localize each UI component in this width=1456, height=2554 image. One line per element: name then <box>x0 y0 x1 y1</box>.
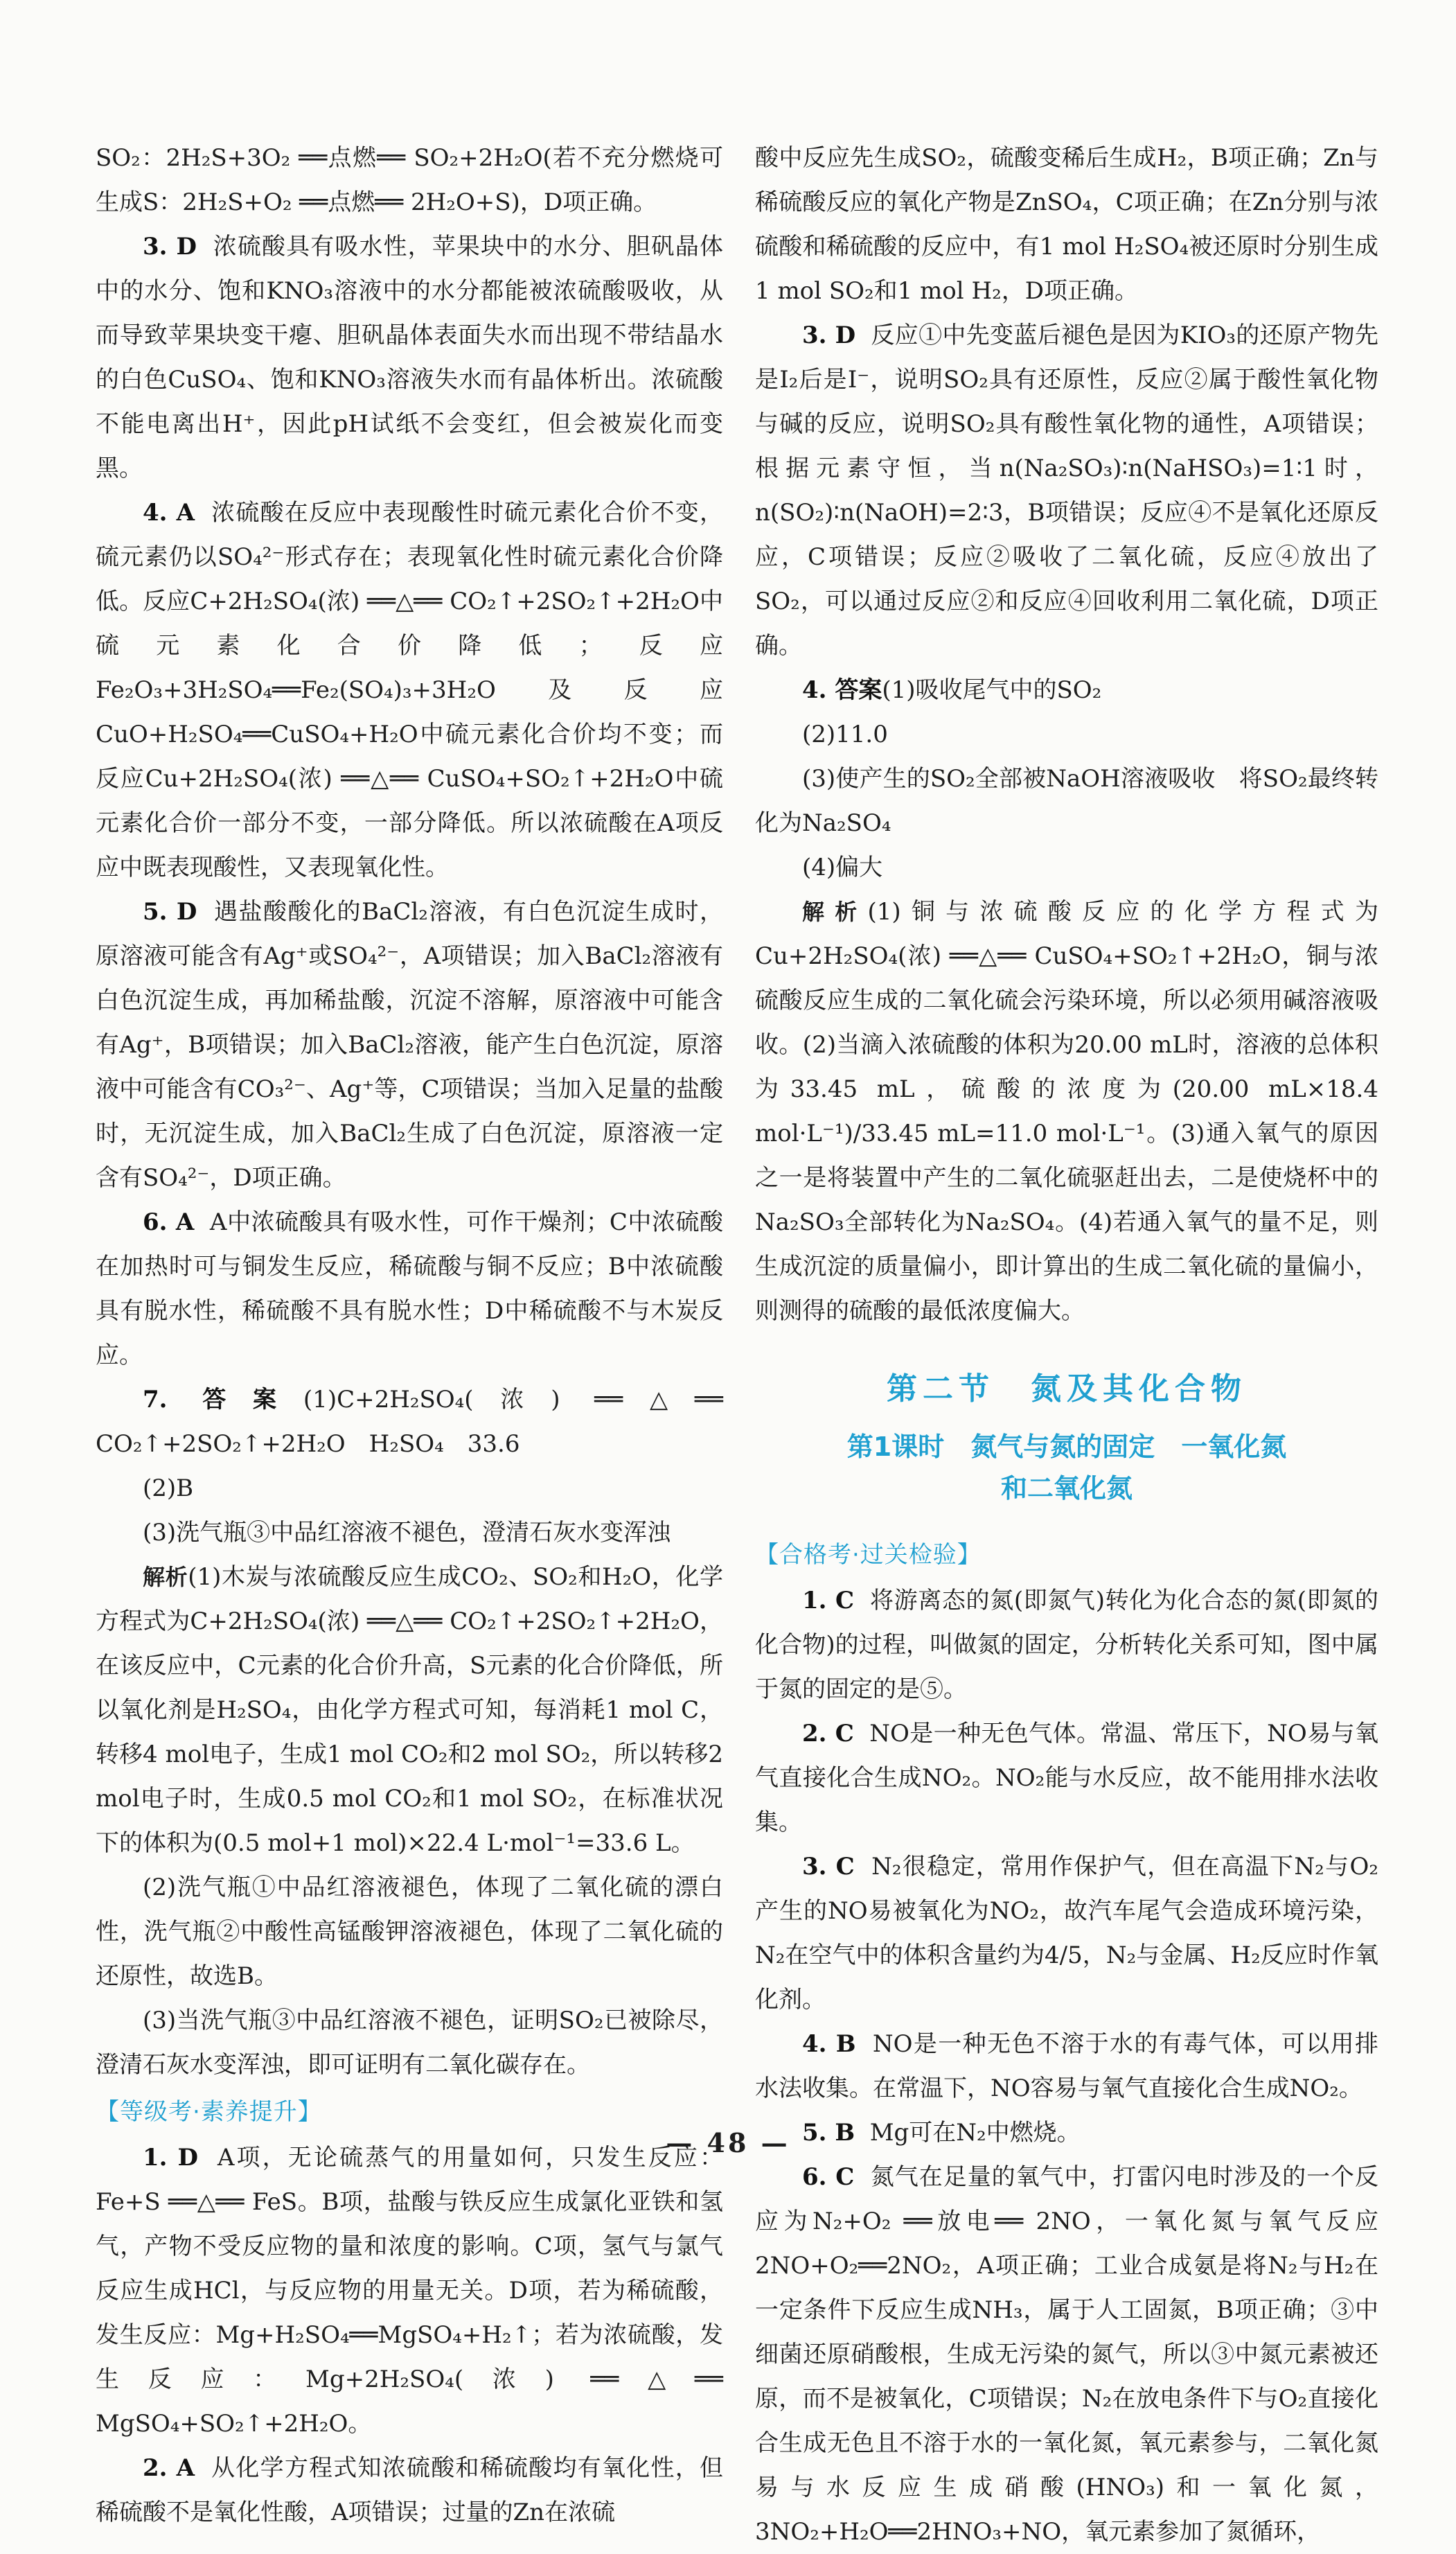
answer-text: 遇盐酸酸化的BaCl₂溶液，有白色沉淀生成时，原溶液可能含有Ag⁺或SO₄²⁻，A项错误；加入BaCl₂溶液有白色沉淀生成，再加稀盐酸，沉淀不溶解，原溶液中可能含有Ag⁺，B项错误；加入BaCl₂溶液，能产生白色沉淀，原溶液中可能含有CO₃²⁻、Ag⁺等，C项错误；当加入足量的盐酸时，无沉淀生成，加入BaCl₂生成了白色沉淀，原溶液一定含有SO₄²⁻，D项正确。 <box>96 898 723 1192</box>
answer-1 <box>755 1578 1378 1711</box>
question-number: 2. A <box>143 2454 195 2482</box>
answer-text: Mg可在N₂中燃烧。 <box>855 2119 1081 2147</box>
answer-text: (1)吸收尾气中的SO₂ <box>882 676 1102 704</box>
answer-7-part2: (2)B <box>143 1474 194 1502</box>
answer-3 <box>96 224 723 491</box>
answer-4 <box>96 491 723 890</box>
answer-3b <box>755 1844 1378 2022</box>
answer-text: 将游离态的氮(即氮气)转化为化合态的氮(即氮的化合物)的过程，叫做氮的固定，分析转化关系可知，图中属于氮的固定的是⑤。 <box>755 1587 1378 1703</box>
lesson-title <box>755 1426 1378 1509</box>
answer-7 <box>96 1377 731 1466</box>
analysis-7-part3: (3)当洗气瓶③中品红溶液不褪色，证明SO₂已被除尽，澄清石灰水变浑浊，即可证明有二氧化碳存在。 <box>96 2007 723 2079</box>
answer-text: 从化学方程式知浓硫酸和稀硫酸均有氧化性，但稀硫酸不是氧化性酸，A项错误；过量的Zn在浓硫 <box>96 2454 723 2526</box>
answer-text: A中浓硫酸具有吸水性，可作干燥剂；C中浓硫酸在加热时可与铜发生反应，稀硫酸与铜不反应；B中浓硫酸具有脱水性，稀硫酸不具有脱水性；D中稀硫酸不与木炭反应。 <box>96 1208 724 1369</box>
answer-2 <box>96 2446 723 2535</box>
analysis-label: 解析 <box>802 899 868 925</box>
answer-text: 氮气在足量的氧气中，打雷闪电时涉及的一个反应为N₂+O₂ ══放电══ 2NO，一氧化氮与氧气反应2NO+O₂══2NO₂，A项正确；工业合成氨是将N₂与H₂在一定条件下反应生成NH₃，属于人工固氮，B项正确；③中细菌还原硝酸根，生成无污染的氮气，所以③中氮元素被还原，而不是被氧化，C项错误；N₂在放电条件下与O₂直接化合生成无色且不溶于水的一氧化氮，氧元素参与，二氧化氮易与水反应生成硝酸(HNO₃)和一氧化氮，3NO₂+H₂O══2HNO₃+NO，氧元素参加了氮循环， <box>755 2163 1378 2546</box>
paragraph: SO₂：2H₂S+3O₂ ══点燃══ SO₂+2H₂O(若不充分燃烧可生成S：2H₂S+O₂ ══点燃══ 2H₂O+S)，D项正确。 <box>96 144 723 216</box>
question-number: 5. B <box>802 2119 855 2147</box>
answer-text: A项，无论硫蒸气的用量如何，只发生反应：Fe+S ══△══ FeS。B项，盐酸与铁反应生成氯化亚铁和氢气，产物不受反应物的量和浓度的影响。C项，氢气与氯气反应生成HCl，与反应物的用量无关。D项，若为稀硫酸，发生反应：Mg+H₂SO₄══MgSO₄+H₂↑；若为浓硫酸，发生反应：Mg+2H₂SO₄(浓) ══△══ MgSO₄+SO₂↑+2H₂O。 <box>96 2144 731 2438</box>
answer-text: 反应①中先变蓝后褪色是因为KIO₃的还原产物先是I₂后是I⁻，说明SO₂具有还原性，反应②属于酸性氧化物与碱的反应，说明SO₂具有酸性氧化物的通性，A项错误；根据元素守恒，当n(Na₂SO₃)∶n(NaHSO₃)=1∶1时，n(SO₂)∶n(NaOH)=2∶3，B项错误；反应④不是氧化还原反应，C项错误；反应②吸收了二氧化硫，反应④放出了SO₂，可以通过反应②和反应④回收利用二氧化硫，D项正确。 <box>755 322 1378 660</box>
question-number: 5. D <box>143 898 197 926</box>
section-bracket-heading: 【等级考·素养提升】 <box>96 2098 322 2126</box>
lesson-title-line-1: 第1课时 氮气与氮的固定 一氧化氮 <box>846 1432 1287 1462</box>
question-number: 4. 答案 <box>802 676 882 704</box>
question-number: 1. C <box>802 1587 855 1614</box>
answer-4 <box>755 668 1378 712</box>
analysis-4 <box>755 890 1386 1333</box>
answer-2 <box>755 1711 1378 1844</box>
question-number: 3. C <box>802 1853 855 1881</box>
answer-5 <box>96 890 723 1200</box>
question-number: 3. D <box>143 233 197 261</box>
analysis-7-part2: (2)洗气瓶①中品红溶液褪色，体现了二氧化硫的漂白性，洗气瓶②中酸性高锰酸钾溶液褪色，体现了二氧化硫的还原性，故选B。 <box>96 1874 723 1990</box>
right-column <box>755 136 1386 2554</box>
question-number: 3. D <box>802 322 856 349</box>
analysis-label: 解析 <box>143 1564 188 1590</box>
answer-text: NO是一种无色不溶于水的有毒气体，可以用排水法收集。在常温下，NO容易与氧气直接化合生成NO₂。 <box>755 2030 1378 2102</box>
lesson-title-line-2: 和二氧化氮 <box>1000 1473 1133 1504</box>
answer-3 <box>755 313 1378 668</box>
page-number: — 48 — <box>666 2127 790 2158</box>
answer-6b <box>755 2155 1378 2554</box>
question-number: 6. A <box>143 1208 195 1236</box>
answer-4-part2: (2)11.0 <box>802 721 888 748</box>
answer-4b <box>755 2022 1378 2111</box>
analysis-text: (1)木炭与浓硫酸反应生成CO₂、SO₂和H₂O，化学方程式为C+2H₂SO₄(浓) ══△══ CO₂↑+2SO₂↑+2H₂O，在该反应中，C元素的化合价升高，S元素的化合价降低，所以氧化剂是H₂SO₄，由化学方程式可知，每消耗1 mol C，转移4 mol电子，生成1 mol CO₂和2 mol SO₂，所以转移2 mol电子时，生成0.5 mol CO₂和1 mol SO₂，在标准状况下的体积为(0.5 mol+1 mol)×22.4 L·mol⁻¹=33.6 L。 <box>96 1563 731 1857</box>
answer-text: NO是一种无色气体。常温、常压下，NO易与氧气直接化合生成NO₂。NO₂能与水反应，故不能用排水法收集。 <box>755 1720 1378 1836</box>
section-title: 第二节 氮及其化合物 <box>887 1371 1247 1407</box>
answer-1 <box>96 2135 731 2446</box>
analysis-7 <box>96 1555 731 1865</box>
question-number: 1. D <box>143 2144 198 2172</box>
answer-text: (1)C+2H₂SO₄(浓) ══△══ CO₂↑+2SO₂↑+2H₂O H₂SO₄ 33.6 <box>96 1386 731 1458</box>
answer-text: 浓硫酸在反应中表现酸性时硫元素化合价不变，硫元素仍以SO₄²⁻形式存在；表现氧化性时硫元素化合价降低。反应C+2H₂SO₄(浓) ══△══ CO₂↑+2SO₂↑+2H₂O中硫元素化合价降低；反应Fe₂O₃+3H₂SO₄══Fe₂(SO₄)₃+3H₂O及反应CuO+H₂SO₄══CuSO₄+H₂O中硫元素化合价均不变；而反应Cu+2H₂SO₄(浓) ══△══ CuSO₄+SO₂↑+2H₂O中硫元素化合价一部分不变，一部分降低。所以浓硫酸在A项反应中既表现酸性，又表现氧化性。 <box>96 499 723 881</box>
answer-4-part4: (4)偏大 <box>802 854 883 881</box>
question-number: 4. A <box>143 499 195 527</box>
answer-6 <box>96 1200 723 1377</box>
question-number: 6. C <box>802 2163 855 2191</box>
question-number: 7. 答案 <box>143 1386 303 1413</box>
section-bracket-heading: 【合格考·过关检验】 <box>755 1541 982 1569</box>
answer-4-part3: (3)使产生的SO₂全部被NaOH溶液吸收 将SO₂最终转化为Na₂SO₄ <box>755 765 1378 837</box>
question-number: 2. C <box>802 1720 854 1747</box>
paragraph: 酸中反应先生成SO₂，硫酸变稀后生成H₂，B项正确；Zn与稀硫酸反应的氧化产物是ZnSO₄，C项正确；在Zn分别与浓硫酸和稀硫酸的反应中，有1 mol H₂SO₄被还原时分别生成1 mol SO₂和1 mol H₂，D项正确。 <box>755 144 1378 305</box>
answer-7-part3: (3)洗气瓶③中品红溶液不褪色，澄清石灰水变浑浊 <box>143 1519 671 1547</box>
question-number: 4. B <box>802 2030 856 2058</box>
answer-text: N₂很稳定，常用作保护气，但在高温下N₂与O₂产生的NO易被氧化为NO₂，故汽车尾气会造成环境污染，N₂在空气中的体积含量约为4/5，N₂与金属、H₂反应时作氧化剂。 <box>755 1853 1378 2014</box>
analysis-text: (1)铜与浓硫酸反应的化学方程式为Cu+2H₂SO₄(浓) ══△══ CuSO₄+SO₂↑+2H₂O，铜与浓硫酸反应生成的二氧化硫会污染环境，所以必须用碱溶液吸收。(2)当滴入浓硫酸的体积为20.00 mL时，溶液的总体积为33.45 mL，硫酸的浓度为(20.00 mL×18.4 mol·L⁻¹)/33.45 mL=11.0 mol·L⁻¹。(3)通入氧气的原因之一是将装置中产生的二氧化硫驱赶出去，二是使烧杯中的Na₂SO₃全部转化为Na₂SO₄。(4)若通入氧气的量不足，则生成沉淀的质量偏小，即计算出的生成二氧化硫的量偏小，则测得的硫酸的最低浓度偏大。 <box>755 898 1386 1325</box>
answer-text: 浓硫酸具有吸水性，苹果块中的水分、胆矾晶体中的水分、饱和KNO₃溶液中的水分都能被浓硫酸吸收，从而导致苹果块变干瘪、胆矾晶体表面失水而出现不带结晶水的白色CuSO₄、饱和KNO₃溶液失水而有晶体析出。浓硫酸不能电离出H⁺，因此pH试纸不会变红，但会被炭化而变黑。 <box>96 233 723 482</box>
